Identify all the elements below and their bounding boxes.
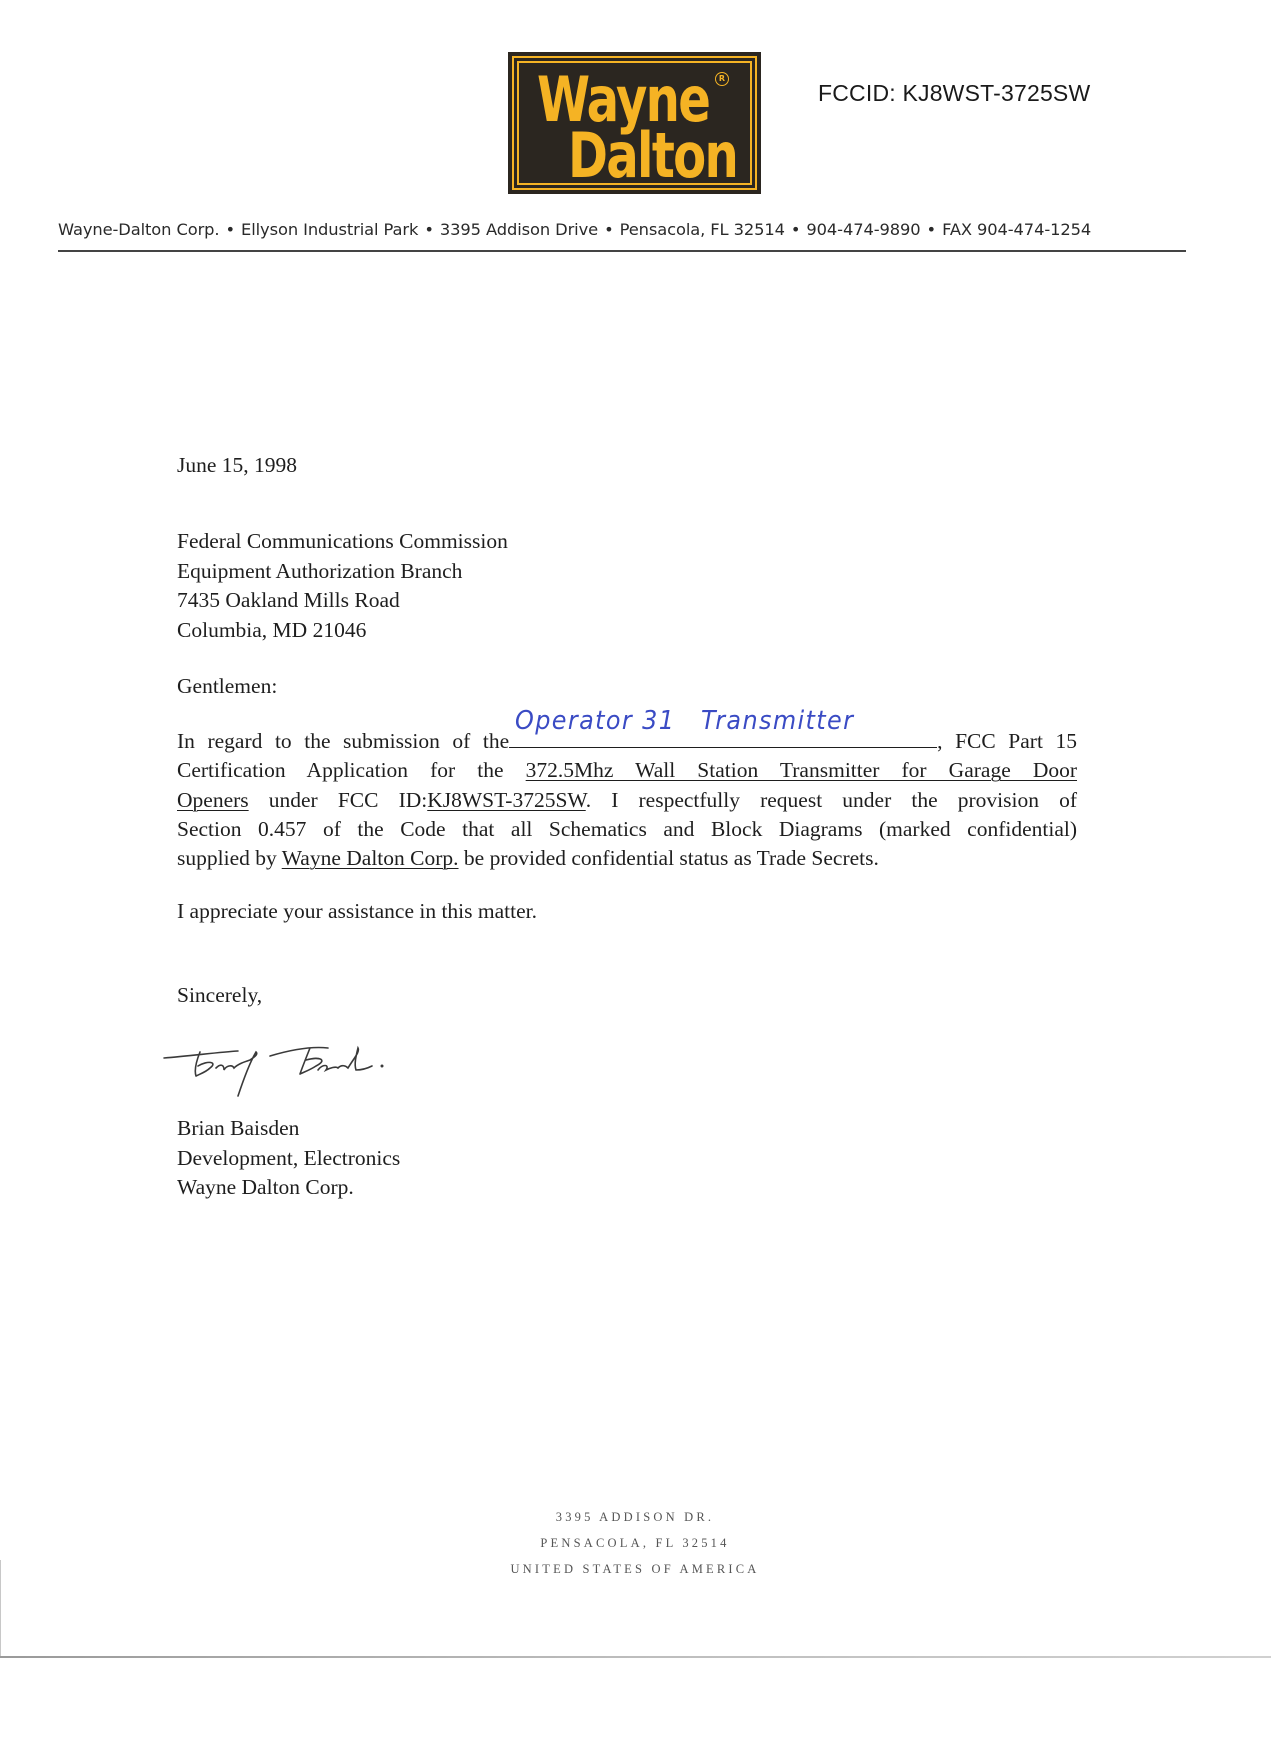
signature-stroke [270,1047,372,1074]
handwritten-product-name [515,707,854,736]
bullet-separator: • [424,220,434,239]
paragraph-text: , FCC Part 15 [937,729,1077,753]
wayne-dalton-logo [508,52,761,194]
signer-name: Brian Baisden [177,1116,300,1140]
bullet-separator: • [790,220,801,239]
signer-title: Development, Electronics [177,1145,401,1170]
signer-company: Wayne Dalton Corp. [177,1175,354,1199]
footer-address [440,1504,830,1582]
bullet-separator: • [225,220,236,239]
letterhead-divider [58,250,1186,252]
signer-block [177,1114,400,1203]
paragraph-line: Section 0.457 of the Code that all Schematics and Block Diagrams (marked confidential) [177,816,1077,841]
fcc-id-header: FCCID: KJ8WST-3725SW [818,80,1091,106]
letter-date: June 15, 1998 [177,453,298,477]
letterhead-address [58,220,1188,239]
logo-word-dalton: Dalton [568,120,738,193]
paragraph-text: . I respectfully request under the provision of [585,787,1077,812]
letterhead-phone: 904-474-9890 [806,220,921,239]
handwritten-text: Transmitter [701,706,855,736]
paragraph-text: Certification Application for the [177,758,526,783]
letterhead-park: Ellyson Industrial Park [241,220,419,239]
handwritten-signature [160,1038,440,1108]
paragraph-text: In regard to the submission of the [177,729,510,753]
paragraph-line [177,844,1077,873]
page-bottom-fold-line [0,1656,1271,1658]
page-edge-line [0,1560,1,1657]
valediction: Sincerely, [177,983,263,1007]
footer-address-line: UNITED STATES OF AMERICA [510,1562,760,1576]
paragraph-line [177,706,1077,756]
letterhead-city: Pensacola, FL 32514 [619,220,785,239]
request-paragraph [177,706,1078,873]
registered-mark-icon: R [715,72,729,86]
letterhead-company: Wayne-Dalton Corp. [58,220,220,239]
product-description-underlined: Openers [177,787,249,812]
handwritten-fill-in-blank [509,706,937,748]
recipient-address [177,527,508,645]
paragraph-text: supplied by [177,846,282,871]
bullet-separator: • [926,220,937,239]
signature-dot [381,1065,384,1068]
recipient-line: 7435 Oakland Mills Road [177,588,400,612]
footer-address-line: 3395 ADDISON DR. [555,1510,715,1524]
product-description-underlined: 372.5Mhz Wall Station Transmitter for Garage Door [525,758,1078,783]
salutation: Gentlemen: [177,674,278,698]
paragraph-line [177,756,1077,785]
signature-stroke [164,1051,257,1096]
paragraph-line [177,786,1077,815]
letterhead-street: 3395 Addison Drive [439,220,599,239]
logo-word-wayne: Wayne [537,64,710,137]
closing-paragraph: I appreciate your assistance in this matter. [177,899,537,923]
paragraph-text: be provided confidential status as Trade Secrets. [458,846,879,871]
recipient-line: Columbia, MD 21046 [177,617,367,642]
recipient-line: Equipment Authorization Branch [177,558,463,583]
bullet-separator: • [604,220,614,239]
letterhead-fax: FAX 904-474-1254 [942,220,1092,239]
fcc-id-underlined: KJ8WST-3725SW [427,787,586,812]
recipient-line: Federal Communications Commission [177,529,508,553]
paragraph-text: under FCC ID: [248,787,428,812]
company-underlined: Wayne Dalton Corp. [281,846,459,871]
handwritten-text: Operator 31 [515,706,676,736]
footer-address-line: PENSACOLA, FL 32514 [540,1536,730,1550]
